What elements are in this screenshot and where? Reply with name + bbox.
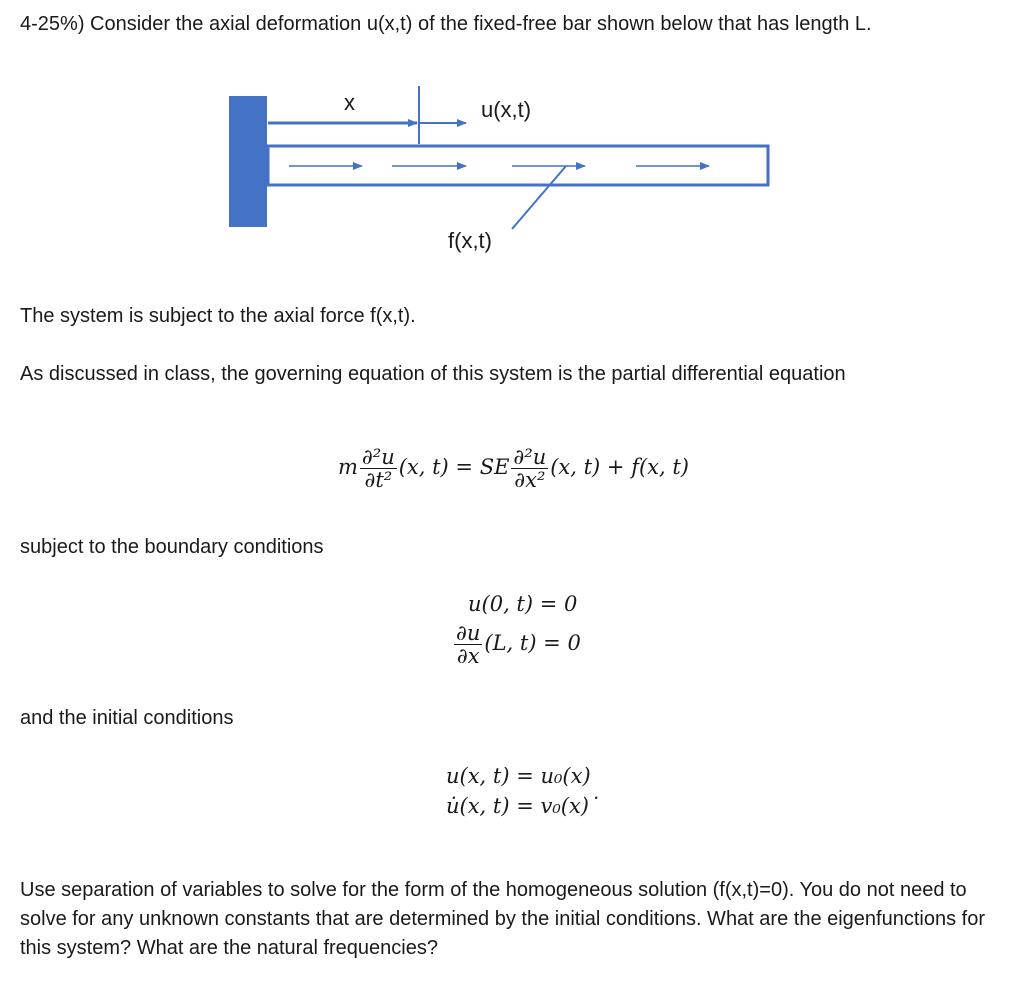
label-x: x [344, 90, 355, 115]
bc2-tail: (L, t) = 0 [484, 631, 581, 655]
label-f: f(x,t) [448, 228, 492, 253]
task-paragraph: Use separation of variables to solve for the form of the homogeneous solution (f(x,t)=0). You do not need to solve for any unknown constants that are determined by the initial conditions. What are the eigenfunctions for this system? What are the natural frequencies? [20, 879, 985, 959]
bc2-den: ∂x [456, 644, 480, 668]
pde-lhs-num: ∂²u [361, 445, 395, 469]
pde-stiffness: SE [479, 455, 510, 479]
initial-condition-1: u(x, t) = u₀(x) [446, 764, 591, 788]
initial-condition-2: u̇(x, t) = v₀(x)˙ [446, 794, 600, 818]
fixed-free-bar-diagram [0, 0, 1024, 290]
pde-rhs-den: ∂x² [514, 468, 546, 492]
pde-lhs-den: ∂t² [364, 468, 393, 492]
pde-equation [338, 446, 689, 491]
pde-mass: m [338, 455, 358, 479]
pde-rhs-num: ∂²u [513, 445, 547, 469]
boundary-condition-1: u(0, t) = 0 [468, 592, 578, 616]
bc2-num: ∂u [456, 621, 481, 645]
pde-lhs-fraction [360, 446, 397, 491]
problem-header: 4-25%) Consider the axial deformation u(x,t) of the fixed-free bar shown below that has length L. [20, 13, 872, 35]
bc2-fraction [454, 622, 482, 667]
pde-rhs-tail: (x, t) + f(x, t) [550, 455, 689, 479]
pde-lhs-args: (x, t) = [398, 455, 480, 479]
initial-intro: and the initial conditions [20, 707, 234, 729]
force-leader-line [512, 166, 566, 229]
force-statement: The system is subject to the axial force f(x,t). [20, 305, 416, 327]
boundary-intro: subject to the boundary conditions [20, 536, 324, 558]
label-u: u(x,t) [481, 97, 532, 122]
boundary-condition-2 [452, 622, 581, 667]
governing-intro: As discussed in class, the governing equation of this system is the partial differential equation [20, 363, 846, 385]
fixed-wall [229, 96, 267, 227]
pde-rhs-fraction [511, 446, 548, 491]
